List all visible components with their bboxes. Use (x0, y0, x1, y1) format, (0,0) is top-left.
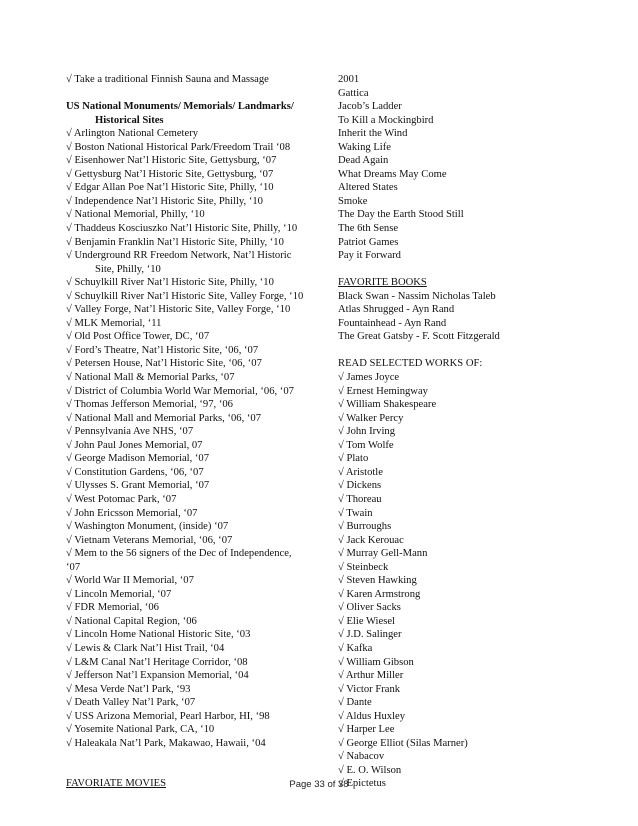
right-list-item: √ Plato (338, 453, 369, 465)
left-list-item: √ John Ericsson Memorial, ‘07 (66, 507, 198, 519)
left-list-item: √ Eisenhower Nat’l Historic Site, Gettysburg, ‘07 (66, 155, 277, 167)
left-list-item: √ Schuylkill River Nat’l Historic Site, Philly, ‘10 (66, 277, 274, 289)
right-list-item: The Day the Earth Stood Still (338, 209, 464, 221)
left-list-item: √ Washington Monument, (inside) ‘07 (66, 521, 229, 533)
right-list-item: √ Epictetus (338, 778, 386, 790)
right-list-item: Black Swan - Nassim Nicholas Taleb (338, 290, 496, 302)
left-list-item: √ L&M Canal Nat’l Heritage Corridor, ‘08 (66, 656, 248, 668)
left-list-item: √ Ulysses S. Grant Memorial, ‘07 (66, 480, 210, 492)
left-list-item: √ Lincoln Memorial, ‘07 (66, 588, 172, 600)
right-list-item: √ Karen Armstrong (338, 588, 421, 600)
right-list-item: √ Arthur Miller (338, 670, 404, 682)
right-list-item: Waking Life (338, 141, 391, 153)
right-list-item: Inherit the Wind (338, 128, 408, 140)
right-list-item: √ James Joyce (338, 372, 400, 384)
right-list-item: Patriot Games (338, 236, 399, 248)
left-list-item: √ Valley Forge, Nat’l Historic Site, Valley Forge, ‘10 (66, 304, 291, 316)
right-column (338, 73, 588, 791)
left-list-item: √ Benjamin Franklin Nat’l Historic Site, Philly, ‘10 (66, 236, 284, 248)
left-list-item: √ Thomas Jefferson Memorial, ‘97, ‘06 (66, 399, 233, 411)
right-list-item: √ Aldus Huxley (338, 710, 406, 722)
right-list-item: Altered States (338, 182, 398, 194)
right-list-item: √ Thoreau (338, 493, 382, 505)
left-list-item: √ Schuylkill River Nat’l Historic Site, Valley Forge, ‘10 (66, 290, 304, 302)
right-list-item: √ E. O. Wilson (338, 764, 402, 776)
left-list-item: √ National Mall & Memorial Parks, ‘07 (66, 372, 235, 384)
right-list-item: √ Harper Lee (338, 724, 395, 736)
left-list-item: √ Constitution Gardens, ‘06, ‘07 (66, 466, 204, 478)
right-list-item: READ SELECTED WORKS OF: (338, 358, 483, 370)
left-list-item: √ Gettysburg Nat’l Historic Site, Gettysburg, ‘07 (66, 168, 274, 180)
right-list-item: The Great Gatsby - F. Scott Fitzgerald (338, 331, 500, 343)
left-list-item: √ Pennsylvania Ave NHS, ‘07 (66, 426, 194, 438)
right-list-item: √ Tom Wolfe (338, 439, 394, 451)
right-list-item: 2001 (338, 74, 360, 85)
right-list-item: √ John Irving (338, 426, 396, 438)
right-list-item: √ Elie Wiesel (338, 615, 395, 627)
left-heading: Historical Sites (95, 114, 164, 126)
left-list-item: Site, Philly, ‘10 (95, 263, 161, 275)
left-list-item: √ Yosemite National Park, CA, ‘10 (66, 724, 215, 736)
right-list-item: Smoke (338, 195, 368, 207)
right-list-item: √ Twain (338, 507, 373, 519)
right-list-item: √ Dante (338, 697, 372, 709)
page-footer: Page 33 of 38 (289, 779, 349, 790)
left-list-item: √ National Mall and Memorial Parks, ‘06, ‘07 (66, 412, 261, 424)
left-list-item: √ Mem to the 56 signers of the Dec of Independence, (66, 548, 292, 560)
right-list-item: To Kill a Mockingbird (338, 114, 434, 126)
left-spacer (66, 87, 316, 101)
left-list-item: √ Ford’s Theatre, Nat’l Historic Site, ‘06, ‘07 (66, 344, 259, 356)
right-list-item: Pay it Forward (338, 250, 401, 262)
left-list-item: √ Take a traditional Finnish Sauna and Massage (66, 74, 269, 85)
left-list-item: √ Arlington National Cemetery (66, 128, 199, 140)
left-list-item: √ Lincoln Home National Historic Site, ‘03 (66, 629, 251, 641)
right-list-item: √ Aristotle (338, 466, 383, 478)
right-list-item: √ Nabacov (338, 751, 385, 763)
left-list-item: √ Lewis & Clark Nat’l Hist Trail, ‘04 (66, 642, 225, 654)
right-list-item: Fountainhead - Ayn Rand (338, 317, 447, 329)
left-list-item: √ Old Post Office Tower, DC, ‘07 (66, 331, 210, 343)
left-list-item: √ Mesa Verde Nat’l Park, ‘93 (66, 683, 191, 695)
right-list-item: √ Ernest Hemingway (338, 385, 428, 397)
right-list-item: √ William Gibson (338, 656, 414, 668)
right-list-item: √ Murray Gell-Mann (338, 548, 428, 560)
left-list-item: √ Jefferson Nat’l Expansion Memorial, ‘04 (66, 670, 249, 682)
left-column (66, 73, 316, 791)
left-list-item: √ Underground RR Freedom Network, Nat’l Historic (66, 250, 292, 262)
left-list-item: √ George Madison Memorial, ‘07 (66, 453, 210, 465)
right-list-item: Dead Again (338, 155, 389, 167)
right-list-item: √ George Elliot (Silas Marner) (338, 737, 468, 749)
right-list-item: √ Burroughs (338, 521, 392, 533)
right-list-item: √ Walker Percy (338, 412, 404, 424)
right-spacer (338, 263, 588, 277)
left-heading: FAVORIATE MOVIES (66, 778, 166, 790)
right-spacer (338, 344, 588, 358)
left-list-item: √ John Paul Jones Memorial, 07 (66, 439, 203, 451)
left-list-item: √ District of Columbia World War Memorial, ‘06, ‘07 (66, 385, 294, 397)
left-list-item: √ West Potomac Park, ‘07 (66, 493, 177, 505)
right-list-item: √ Jack Kerouac (338, 534, 404, 546)
left-list-item: √ Death Valley Nat’l Park, ‘07 (66, 697, 196, 709)
left-list-item: √ MLK Memorial, ‘11 (66, 317, 162, 329)
right-heading: FAVORITE BOOKS (338, 277, 427, 289)
right-list-item: Gattica (338, 87, 369, 99)
left-list-item: √ Thaddeus Kosciuszko Nat’l Historic Site, Philly, ‘10 (66, 223, 298, 235)
left-list-item: √ FDR Memorial, ‘06 (66, 602, 159, 614)
left-list-item: √ Boston National Historical Park/Freedom Trail ‘08 (66, 141, 291, 153)
right-list-item: √ Victor Frank (338, 683, 401, 695)
right-list-item: The 6th Sense (338, 223, 399, 235)
left-list-item: √ USS Arizona Memorial, Pearl Harbor, HI, ‘98 (66, 710, 270, 722)
right-list-item: Jacob’s Ladder (338, 101, 402, 113)
right-list-item: √ Dickens (338, 480, 382, 492)
right-list-item: √ Steven Hawking (338, 575, 417, 587)
left-list-item: √ Independence Nat’l Historic Site, Philly, ‘10 (66, 195, 263, 207)
right-list-item: √ Kafka (338, 642, 373, 654)
left-list-item: √ National Capital Region, ‘06 (66, 615, 197, 627)
right-list-item: Atlas Shrugged - Ayn Rand (338, 304, 455, 316)
left-spacer (66, 764, 316, 778)
left-list-item: √ World War II Memorial, ‘07 (66, 575, 194, 587)
right-list-item: √ J.D. Salinger (338, 629, 402, 641)
left-list-item: √ Edgar Allan Poe Nat’l Historic Site, Philly, ‘10 (66, 182, 274, 194)
right-list-item: What Dreams May Come (338, 168, 447, 180)
left-list-item: √ National Memorial, Philly, ‘10 (66, 209, 205, 221)
left-list-item: √ Vietnam Veterans Memorial, ‘06, ‘07 (66, 534, 233, 546)
right-list-item: √ Oliver Sacks (338, 602, 401, 614)
left-heading: US National Monuments/ Memorials/ Landmarks/ (66, 101, 294, 113)
left-list-item: ‘07 (66, 561, 81, 573)
left-spacer (66, 750, 316, 764)
right-list-item: √ Steinbeck (338, 561, 389, 573)
right-list-item: √ William Shakespeare (338, 399, 437, 411)
left-list-item: √ Haleakala Nat’l Park, Makawao, Hawaii, ‘04 (66, 737, 266, 749)
left-list-item: √ Petersen House, Nat’l Historic Site, ‘06, ‘07 (66, 358, 262, 370)
